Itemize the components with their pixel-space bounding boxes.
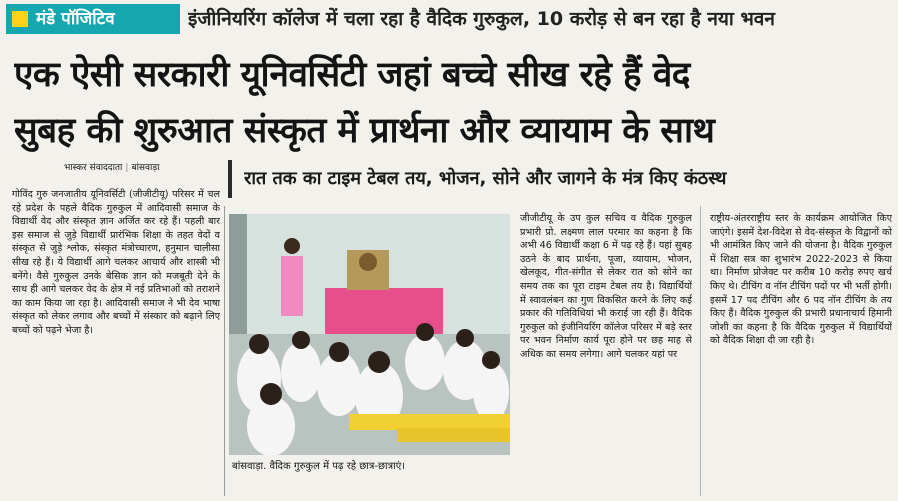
subheadline: रात तक का टाइम टेबल तय, भोजन, सोने और जागने के मंत्र किए कंठस्थ xyxy=(244,168,727,189)
column-divider xyxy=(224,206,225,496)
students-photo-illustration xyxy=(229,214,510,455)
headline-line-2: सुबह की शुरुआत संस्कृत में प्रार्थना और व्यायाम के साथ xyxy=(14,111,715,151)
article-column-4: राष्ट्रीय-अंतरराष्ट्रीय स्तर के कार्यक्रम आयोजित किए जाएंगे। इसमें देश-विदेश से वेद-संस्कृत के विद्वानों को भी आमंत्रित किए जाने की योजना है। वैदिक गुरुकुल में शिक्षा सत्र का शुभारंभ 2022-2023 से किया था। निर्माण प्रोजेक्ट पर करीब 10 करोड़ रुपए खर्च किए थे। टीचिंग व नॉन टीचिंग पदों पर भी भर्ती होगी। इसमें 17 पद टीचिंग और 6 पद नॉन टीचिंग के तय किए हैं। वैदिक गुरुकुल की प्रभारी प्रधानाचार्य हिमानी जोशी का कहना है कि वैदिक गुरुकुल में विद्यार्थियों को वैदिक शिक्षा दी जा रही है। xyxy=(710,213,892,347)
section-tag xyxy=(6,4,180,34)
section-tag-label: मंडे पॉजिटिव xyxy=(36,9,115,29)
byline xyxy=(64,160,159,173)
byline-reporter: भास्कर संवाददाता xyxy=(64,163,123,173)
article-column-1: गोविंद गुरु जनजातीय यूनिवर्सिटी (जीजीटीयू) परिसर में चल रहे प्रदेश के पहले वैदिक गुरुकुल में आदिवासी समाज के विद्यार्थी वेद और संस्कृत ज्ञान अर्जित कर रहे हैं। पहली बार इस समाज से जुड़े विद्यार्थी प्रारंभिक शिक्षा के तहत वेदों व संस्कृत से जुड़े श्लोक, संस्कृत मंत्रोच्चारण, हनुमान चालीसा सीख रहे हैं। ये विद्यार्थी आगे चलकर आचार्य और शास्त्री भी बनेंगे। वैसे गुरुकुल उनके बेसिक ज्ञान को मजबूती देने के साथ ही आगे चलकर वेद के क्षेत्र में नई प्रतिभाओं को तराशने का काम किया जा रहा है। आदिवासी समाज ने भी देव भाषा संस्कृत को लेकर लगाव और बच्चों में संस्कार को बढ़ाने लिए बच्चों को पढ़ने भेजा है। xyxy=(12,189,220,336)
subheadline-rule xyxy=(228,160,232,198)
article-photo xyxy=(229,214,510,455)
photo-caption: बांसवाड़ा. वैदिक गुरुकुल में पढ़ रहे छात्र-छात्राएं। xyxy=(232,461,406,472)
article-column-3: जीजीटीयू के उप कुल सचिव व वैदिक गुरुकुल प्रभारी प्रो. लक्ष्मण लाल परमार का कहना है कि अभी 46 विद्यार्थी कक्षा 6 में पढ़ रहे हैं। यहां सुबह उठने के बाद प्रार्थना, पूजा, व्यायाम, भोजन, खेलकूद, गीत-संगीत से लेकर रात को सोने का समय तक का पूरा टाइम टेबल तय है। विद्यार्थियों में स्वावलंबन का गुण विकसित करने के लिए कई प्रकार की गतिविधियां भी कराई जा रही हैं। वैदिक गुरुकुल को इंजीनियरिंग कॉलेज परिसर में बड़े स्तर पर भवन निर्माण कार्य पूरा होने पर छह माह से अधिक का समय लगेगा। आगे चलकर यहां पर xyxy=(520,213,692,360)
byline-place: बांसवाड़ा xyxy=(131,163,160,173)
column-divider xyxy=(700,206,701,496)
kicker: इंजीनियरिंग कॉलेज में चला रहा है वैदिक गुरुकुल, 10 करोड़ से बन रहा है नया भवन xyxy=(188,8,775,30)
byline-separator: | xyxy=(125,163,129,173)
headline-line-1: एक ऐसी सरकारी यूनिवर्सिटी जहां बच्चे सीख रहे हैं वेद xyxy=(14,55,690,95)
